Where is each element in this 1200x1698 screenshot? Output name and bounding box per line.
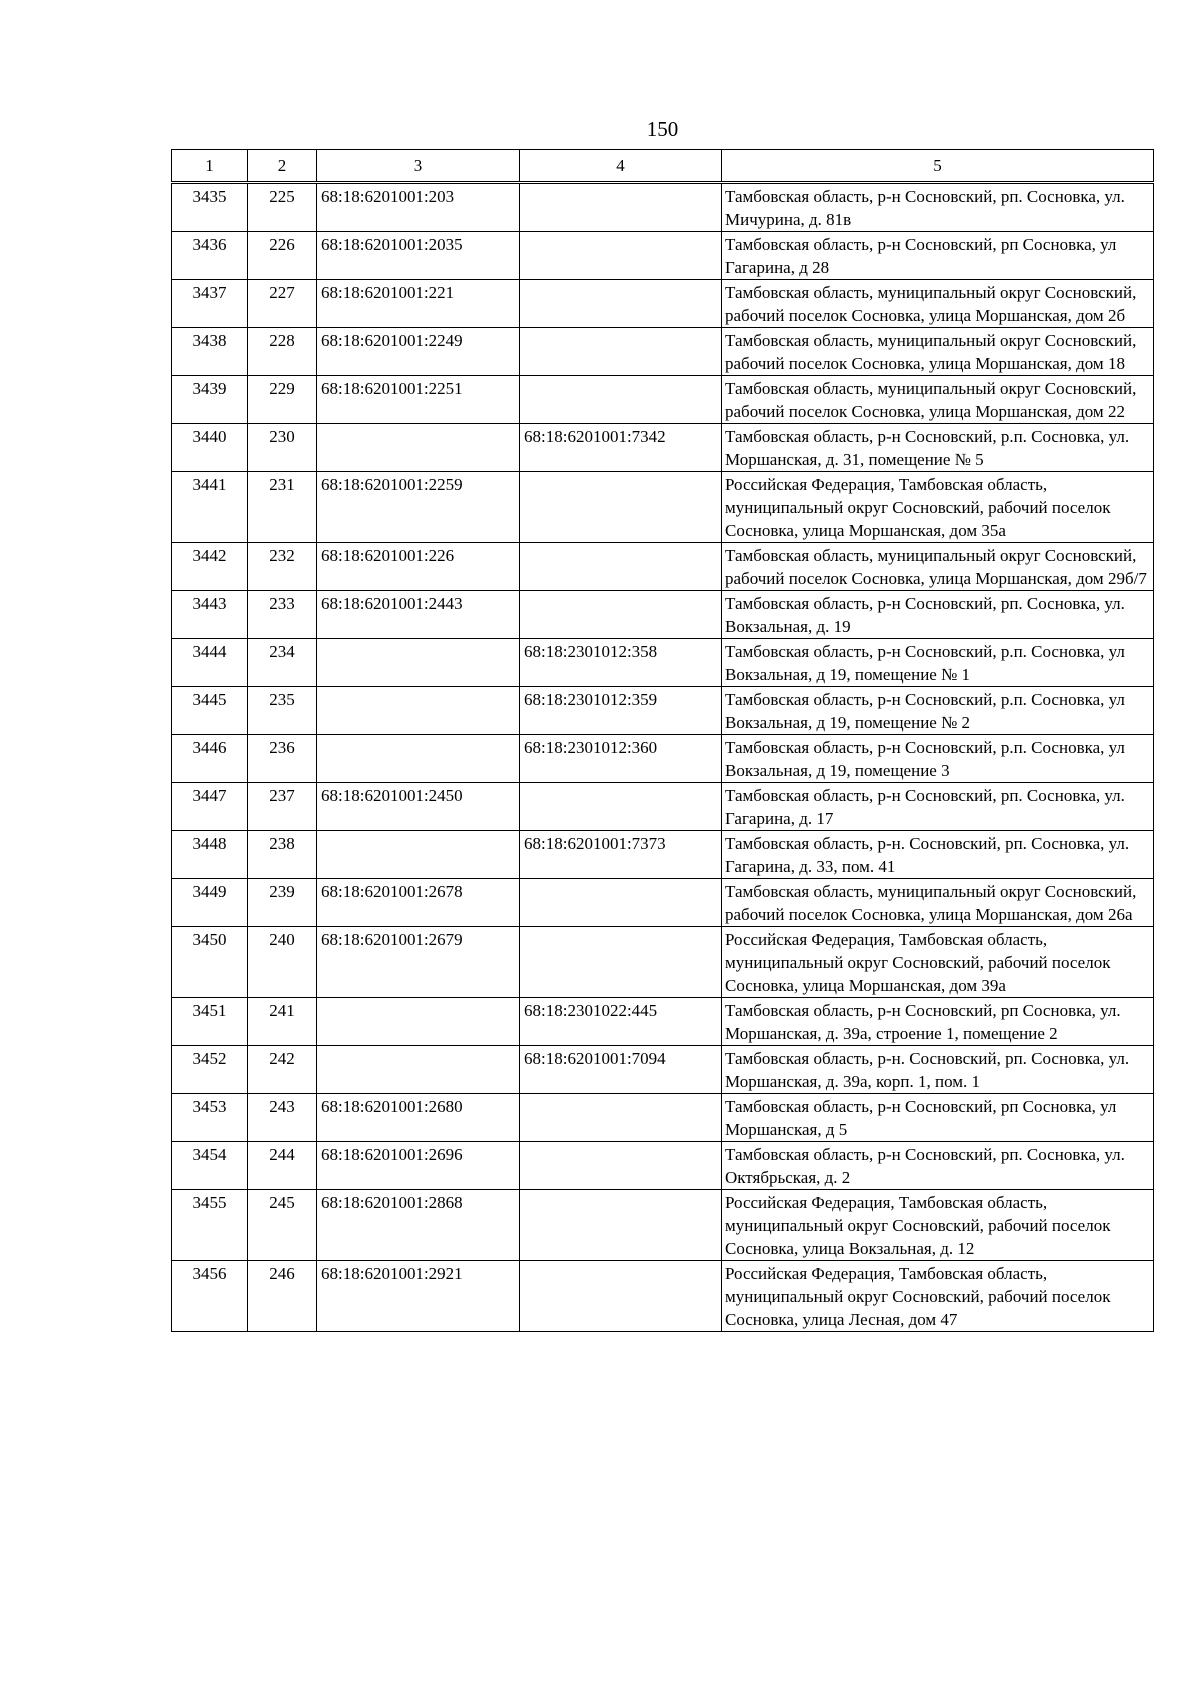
cadastral-number-cell: [317, 687, 520, 735]
address-cell: Тамбовская область, р-н Сосновский, рп Сосновка, ул Гагарина, д 28: [722, 232, 1154, 280]
row-number-cell: 3456: [172, 1261, 248, 1332]
row-number-cell: 3443: [172, 591, 248, 639]
row-index-cell: 232: [248, 543, 317, 591]
row-index-cell: 237: [248, 783, 317, 831]
premises-cadastral-number-cell: [520, 1142, 722, 1190]
row-number-cell: 3451: [172, 998, 248, 1046]
table-row: [172, 232, 1154, 280]
table-row: [172, 639, 1154, 687]
row-number-cell: 3444: [172, 639, 248, 687]
premises-cadastral-number-cell: 68:18:2301012:360: [520, 735, 722, 783]
address-cell: Тамбовская область, муниципальный округ Сосновский, рабочий поселок Сосновка, улица Моршанская, дом 2б: [722, 280, 1154, 328]
cadastral-number-cell: 68:18:6201001:2921: [317, 1261, 520, 1332]
row-number-cell: 3450: [172, 927, 248, 998]
cadastral-number-cell: 68:18:6201001:2678: [317, 879, 520, 927]
header-row: [172, 150, 1154, 183]
address-cell: Российская Федерация, Тамбовская область, муниципальный округ Сосновский, рабочий поселок Сосновка, улица Моршанская, дом 39а: [722, 927, 1154, 998]
address-cell: Тамбовская область, муниципальный округ Сосновский, рабочий поселок Сосновка, улица Моршанская, дом 29б/7: [722, 543, 1154, 591]
header-col-3: 3: [317, 150, 520, 183]
table-row: [172, 1046, 1154, 1094]
header-col-4: 4: [520, 150, 722, 183]
table-row: [172, 183, 1154, 232]
premises-cadastral-number-cell: [520, 280, 722, 328]
row-index-cell: 226: [248, 232, 317, 280]
row-index-cell: 240: [248, 927, 317, 998]
table-row: [172, 280, 1154, 328]
row-number-cell: 3455: [172, 1190, 248, 1261]
table-row: [172, 1261, 1154, 1332]
header-col-1: 1: [172, 150, 248, 183]
row-number-cell: 3449: [172, 879, 248, 927]
address-cell: Тамбовская область, муниципальный округ Сосновский, рабочий поселок Сосновка, улица Моршанская, дом 26а: [722, 879, 1154, 927]
row-index-cell: 238: [248, 831, 317, 879]
row-number-cell: 3441: [172, 472, 248, 543]
premises-cadastral-number-cell: [520, 1261, 722, 1332]
premises-cadastral-number-cell: [520, 783, 722, 831]
address-cell: Российская Федерация, Тамбовская область, муниципальный округ Сосновский, рабочий поселок Сосновка, улица Лесная, дом 47: [722, 1261, 1154, 1332]
address-cell: Тамбовская область, р-н. Сосновский, рп. Сосновка, ул. Гагарина, д. 33, пом. 41: [722, 831, 1154, 879]
address-cell: Тамбовская область, р-н Сосновский, рп. Сосновка, ул. Вокзальная, д. 19: [722, 591, 1154, 639]
row-index-cell: 234: [248, 639, 317, 687]
row-number-cell: 3437: [172, 280, 248, 328]
cadastral-number-cell: 68:18:6201001:2259: [317, 472, 520, 543]
row-index-cell: 239: [248, 879, 317, 927]
premises-cadastral-number-cell: 68:18:6201001:7342: [520, 424, 722, 472]
row-number-cell: 3438: [172, 328, 248, 376]
row-index-cell: 244: [248, 1142, 317, 1190]
address-cell: Тамбовская область, р-н Сосновский, рп. Сосновка, ул. Октябрьская, д. 2: [722, 1142, 1154, 1190]
row-index-cell: 231: [248, 472, 317, 543]
table-row: [172, 376, 1154, 424]
row-number-cell: 3445: [172, 687, 248, 735]
table-row: [172, 831, 1154, 879]
row-index-cell: 235: [248, 687, 317, 735]
row-index-cell: 227: [248, 280, 317, 328]
table-row: [172, 687, 1154, 735]
table-row: [172, 927, 1154, 998]
cadastral-number-cell: 68:18:6201001:2443: [317, 591, 520, 639]
row-number-cell: 3447: [172, 783, 248, 831]
row-index-cell: 233: [248, 591, 317, 639]
cadastral-number-cell: 68:18:6201001:2251: [317, 376, 520, 424]
table-row: [172, 1094, 1154, 1142]
row-index-cell: 236: [248, 735, 317, 783]
row-number-cell: 3436: [172, 232, 248, 280]
premises-cadastral-number-cell: [520, 1094, 722, 1142]
premises-cadastral-number-cell: [520, 328, 722, 376]
premises-cadastral-number-cell: [520, 232, 722, 280]
cadastral-number-cell: 68:18:6201001:2679: [317, 927, 520, 998]
row-index-cell: 230: [248, 424, 317, 472]
address-cell: Тамбовская область, р-н Сосновский, рп Сосновка, ул Моршанская, д 5: [722, 1094, 1154, 1142]
cadastral-number-cell: [317, 735, 520, 783]
table-row: [172, 328, 1154, 376]
table-row: [172, 1190, 1154, 1261]
cadastral-number-cell: 68:18:6201001:2249: [317, 328, 520, 376]
row-index-cell: 241: [248, 998, 317, 1046]
cadastral-number-cell: 68:18:6201001:203: [317, 183, 520, 232]
premises-cadastral-number-cell: [520, 472, 722, 543]
address-cell: Тамбовская область, р-н Сосновский, рп Сосновка, ул. Моршанская, д. 39а, строение 1, помещение 2: [722, 998, 1154, 1046]
address-cell: Тамбовская область, муниципальный округ Сосновский, рабочий поселок Сосновка, улица Моршанская, дом 18: [722, 328, 1154, 376]
premises-cadastral-number-cell: [520, 376, 722, 424]
row-index-cell: 243: [248, 1094, 317, 1142]
cadastral-number-cell: [317, 998, 520, 1046]
table-row: [172, 879, 1154, 927]
premises-cadastral-number-cell: 68:18:2301012:358: [520, 639, 722, 687]
premises-cadastral-number-cell: [520, 927, 722, 998]
cadastral-number-cell: [317, 831, 520, 879]
row-index-cell: 246: [248, 1261, 317, 1332]
row-number-cell: 3452: [172, 1046, 248, 1094]
premises-cadastral-number-cell: 68:18:2301022:445: [520, 998, 722, 1046]
row-number-cell: 3448: [172, 831, 248, 879]
cadastral-number-cell: 68:18:6201001:2680: [317, 1094, 520, 1142]
premises-cadastral-number-cell: [520, 879, 722, 927]
row-number-cell: 3442: [172, 543, 248, 591]
address-cell: Тамбовская область, р-н Сосновский, рп. Сосновка, ул. Мичурина, д. 81в: [722, 183, 1154, 232]
row-index-cell: 228: [248, 328, 317, 376]
table-row: [172, 998, 1154, 1046]
table-body: [172, 183, 1154, 1332]
row-index-cell: 242: [248, 1046, 317, 1094]
table-header: [172, 150, 1154, 183]
table-row: [172, 591, 1154, 639]
address-cell: Тамбовская область, р-н. Сосновский, рп. Сосновка, ул. Моршанская, д. 39а, корп. 1, пом. 1: [722, 1046, 1154, 1094]
row-number-cell: 3453: [172, 1094, 248, 1142]
premises-cadastral-number-cell: 68:18:6201001:7373: [520, 831, 722, 879]
premises-cadastral-number-cell: [520, 543, 722, 591]
address-cell: Тамбовская область, р-н Сосновский, р.п. Сосновка, ул Вокзальная, д 19, помещение 3: [722, 735, 1154, 783]
cadastral-number-cell: 68:18:6201001:2450: [317, 783, 520, 831]
row-number-cell: 3439: [172, 376, 248, 424]
cadastral-number-cell: [317, 639, 520, 687]
address-cell: Тамбовская область, муниципальный округ Сосновский, рабочий поселок Сосновка, улица Моршанская, дом 22: [722, 376, 1154, 424]
table-row: [172, 543, 1154, 591]
header-col-2: 2: [248, 150, 317, 183]
table-row: [172, 735, 1154, 783]
address-cell: Тамбовская область, р-н Сосновский, р.п. Сосновка, ул Вокзальная, д 19, помещение № 1: [722, 639, 1154, 687]
premises-cadastral-number-cell: 68:18:2301012:359: [520, 687, 722, 735]
page-number: 150: [646, 117, 679, 141]
registry-table: [171, 149, 1154, 1332]
table-row: [172, 424, 1154, 472]
table-row: [172, 472, 1154, 543]
row-number-cell: 3454: [172, 1142, 248, 1190]
row-index-cell: 229: [248, 376, 317, 424]
row-index-cell: 225: [248, 183, 317, 232]
row-number-cell: 3440: [172, 424, 248, 472]
row-number-cell: 3435: [172, 183, 248, 232]
premises-cadastral-number-cell: [520, 1190, 722, 1261]
address-cell: Тамбовская область, р-н Сосновский, р.п. Сосновка, ул. Моршанская, д. 31, помещение № 5: [722, 424, 1154, 472]
table-row: [172, 1142, 1154, 1190]
address-cell: Российская Федерация, Тамбовская область, муниципальный округ Сосновский, рабочий поселок Сосновка, улица Вокзальная, д. 12: [722, 1190, 1154, 1261]
table-row: [172, 783, 1154, 831]
header-col-5: 5: [722, 150, 1154, 183]
address-cell: Тамбовская область, р-н Сосновский, рп. Сосновка, ул. Гагарина, д. 17: [722, 783, 1154, 831]
premises-cadastral-number-cell: [520, 591, 722, 639]
row-index-cell: 245: [248, 1190, 317, 1261]
cadastral-number-cell: 68:18:6201001:2035: [317, 232, 520, 280]
address-cell: Российская Федерация, Тамбовская область, муниципальный округ Сосновский, рабочий поселок Сосновка, улица Моршанская, дом 35а: [722, 472, 1154, 543]
cadastral-number-cell: 68:18:6201001:221: [317, 280, 520, 328]
cadastral-number-cell: 68:18:6201001:226: [317, 543, 520, 591]
premises-cadastral-number-cell: [520, 183, 722, 232]
premises-cadastral-number-cell: 68:18:6201001:7094: [520, 1046, 722, 1094]
cadastral-number-cell: 68:18:6201001:2696: [317, 1142, 520, 1190]
address-cell: Тамбовская область, р-н Сосновский, р.п. Сосновка, ул Вокзальная, д 19, помещение № 2: [722, 687, 1154, 735]
cadastral-number-cell: 68:18:6201001:2868: [317, 1190, 520, 1261]
row-number-cell: 3446: [172, 735, 248, 783]
cadastral-number-cell: [317, 424, 520, 472]
cadastral-number-cell: [317, 1046, 520, 1094]
